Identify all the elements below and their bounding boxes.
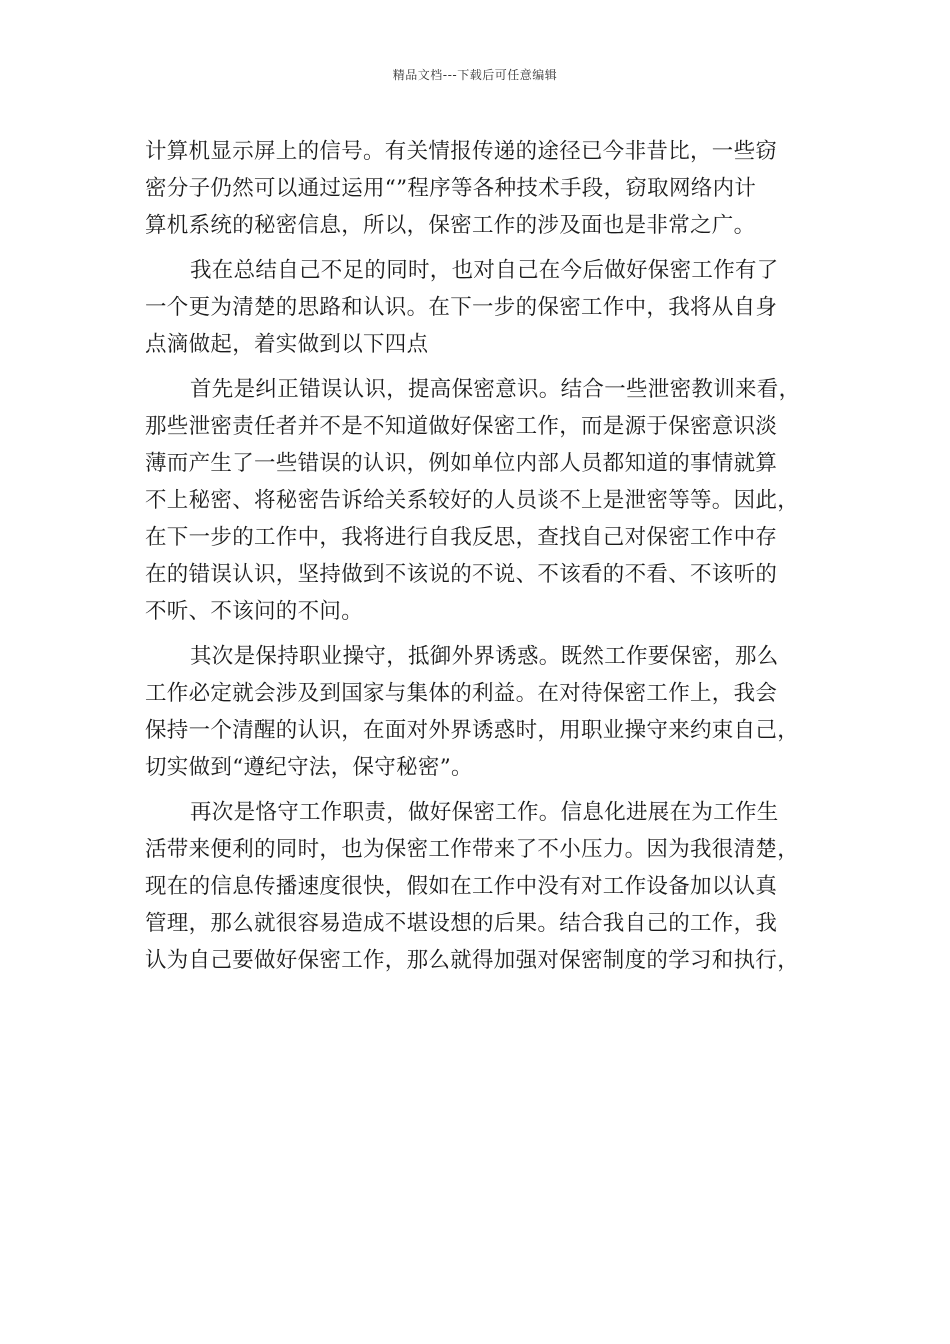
text-line: 切实做到“遵纪守法，保守秘密”。 [145,755,473,780]
paragraph-5 [145,794,835,979]
text-line: 在下一步的工作中，我将进行自我反思，查找自己对保密工作中存 [145,525,778,550]
paragraph-3 [145,371,835,630]
text-line: 那些泄密责任者并不是不知道做好保密工作，而是源于保密意识淡 [145,414,778,439]
text-line: 不听、不该问的不问。 [145,599,364,624]
text-line: 我在总结自己不足的同时，也对自己在今后做好保密工作有了 [190,258,779,283]
text-line: 管理，那么就很容易造成不堪设想的后果。结合我自己的工作，我 [145,911,778,936]
text-line: 一个更为清楚的思路和认识。在下一步的保密工作中，我将从自身 [145,295,778,320]
text-line: 首先是纠正错误认识，提高保密意识。结合一些泄密教训来看， [190,377,801,402]
text-line: 算机系统的秘密信息，所以，保密工作的涉及面也是非常之广。 [145,213,756,238]
text-line: 再次是恪守工作职责，做好保密工作。信息化进展在为工作生 [190,800,779,825]
text-line: 其次是保持职业操守，抵御外界诱惑。既然工作要保密，那么 [190,644,779,669]
paragraph-1 [145,133,835,244]
document-body [145,133,835,979]
text-line: 在的错误认识，坚持做到不该说的不说、不该看的不看、不该听的 [145,562,778,587]
paragraph-2 [145,252,835,363]
text-line: 薄而产生了一些错误的认识，例如单位内部人员都知道的事情就算 [145,451,778,476]
text-line: 认为自己要做好保密工作，那么就得加强对保密制度的学习和执行， [145,948,800,973]
text-line: 密分子仍然可以通过运用“”程序等各种技术手段，窃取网络内计 [145,176,757,201]
text-line: 现在的信息传播速度很快，假如在工作中没有对工作设备加以认真 [145,874,778,899]
text-line: 点滴做起，着实做到以下四点 [145,332,429,357]
text-line: 工作必定就会涉及到国家与集体的利益。在对待保密工作上，我会 [145,681,778,706]
text-line: 计算机显示屏上的信号。有关情报传递的途径已今非昔比，一些窃 [145,139,778,164]
paragraph-4 [145,638,835,786]
page-header: 精品文档---下载后可任意编辑 [392,68,558,82]
text-line: 活带来便利的同时，也为保密工作带来了不小压力。因为我很清楚， [145,837,800,862]
text-line: 保持一个清醒的认识，在面对外界诱惑时，用职业操守来约束自己， [145,718,800,743]
text-line: 不上秘密、将秘密告诉给关系较好的人员谈不上是泄密等等。因此， [145,488,800,513]
